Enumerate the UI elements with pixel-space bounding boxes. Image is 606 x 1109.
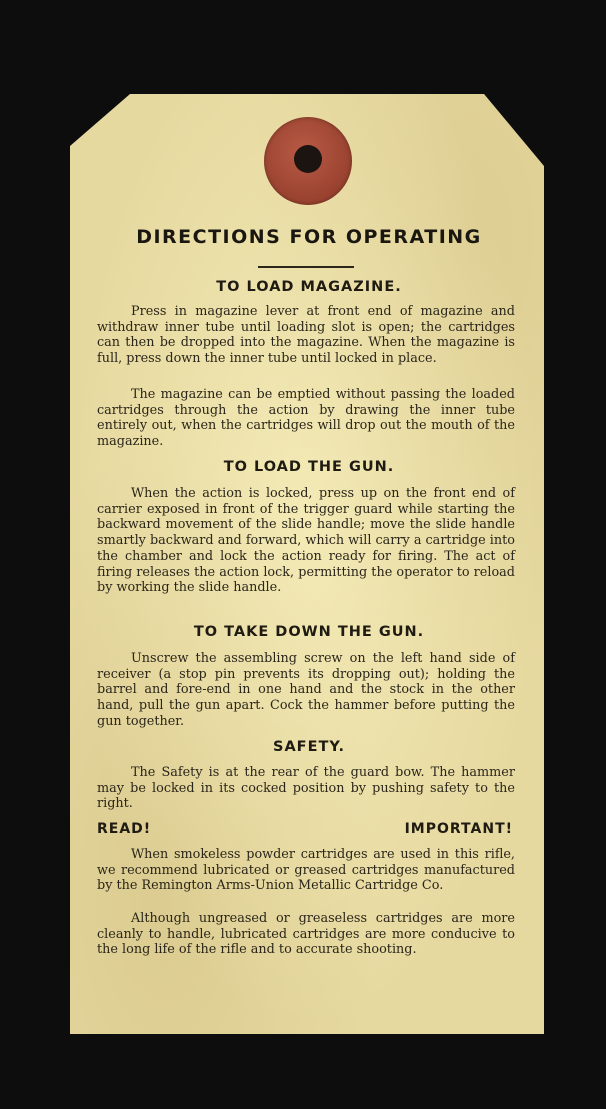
- grommet-hole: [294, 145, 322, 173]
- paragraph-load-gun: When the action is locked, press up on the front end of carrier exposed in front of the trigger guard while starting the backward movement of the slide handle; move the slide handle smartly backward and forward, which will carry a cartridge into the chamber and lock the action ready for firing. The act of firing releases the action lock, permitting the operator to reload by working the slide handle.: [97, 486, 515, 596]
- tag-grommet: [264, 117, 352, 205]
- heading-load-magazine: TO LOAD MAGAZINE.: [216, 279, 402, 295]
- heading-take-down: TO TAKE DOWN THE GUN.: [193, 624, 425, 640]
- heading-load-gun: TO LOAD THE GUN.: [223, 459, 395, 475]
- notice-important-label: IMPORTANT!: [404, 821, 513, 837]
- paragraph-take-down: Unscrew the assembling screw on the left hand side of receiver (a stop pin prevents its dropping out); holding the barrel and fore-end in one hand and the stock in the other hand, pull the gun apart. Cock the hammer before putting the gun together.: [97, 651, 515, 729]
- tag-title: DIRECTIONS FOR OPERATING: [136, 226, 482, 248]
- paragraph-safety: The Safety is at the rear of the guard bow. The hammer may be locked in its cocked position by pushing safety to the right.: [97, 765, 515, 812]
- title-divider: [258, 266, 354, 268]
- paragraph-load-magazine-2: The magazine can be emptied without passing the loaded cartridges through the action by drawing the inner tube entirely out, when the cartridges will drop out the mouth of the magazine.: [97, 387, 515, 450]
- paragraph-notice-2: Although ungreased or greaseless cartridges are more cleanly to handle, lubricated cartridges are more conducive to the long life of the rifle and to accurate shooting.: [97, 911, 515, 958]
- notice-read-label: READ!: [97, 821, 152, 837]
- paragraph-load-magazine-1: Press in magazine lever at front end of magazine and withdraw inner tube until loading slot is open; the cartridges can then be dropped into the magazine. When the magazine is full, press down the inner tube until locked in place.: [97, 304, 515, 367]
- heading-safety: SAFETY.: [273, 739, 345, 755]
- paragraph-notice-1: When smokeless powder cartridges are used in this rifle, we recommend lubricated or greased cartridges manufactured by the Remington Arms-Union Metallic Cartridge Co.: [97, 847, 515, 894]
